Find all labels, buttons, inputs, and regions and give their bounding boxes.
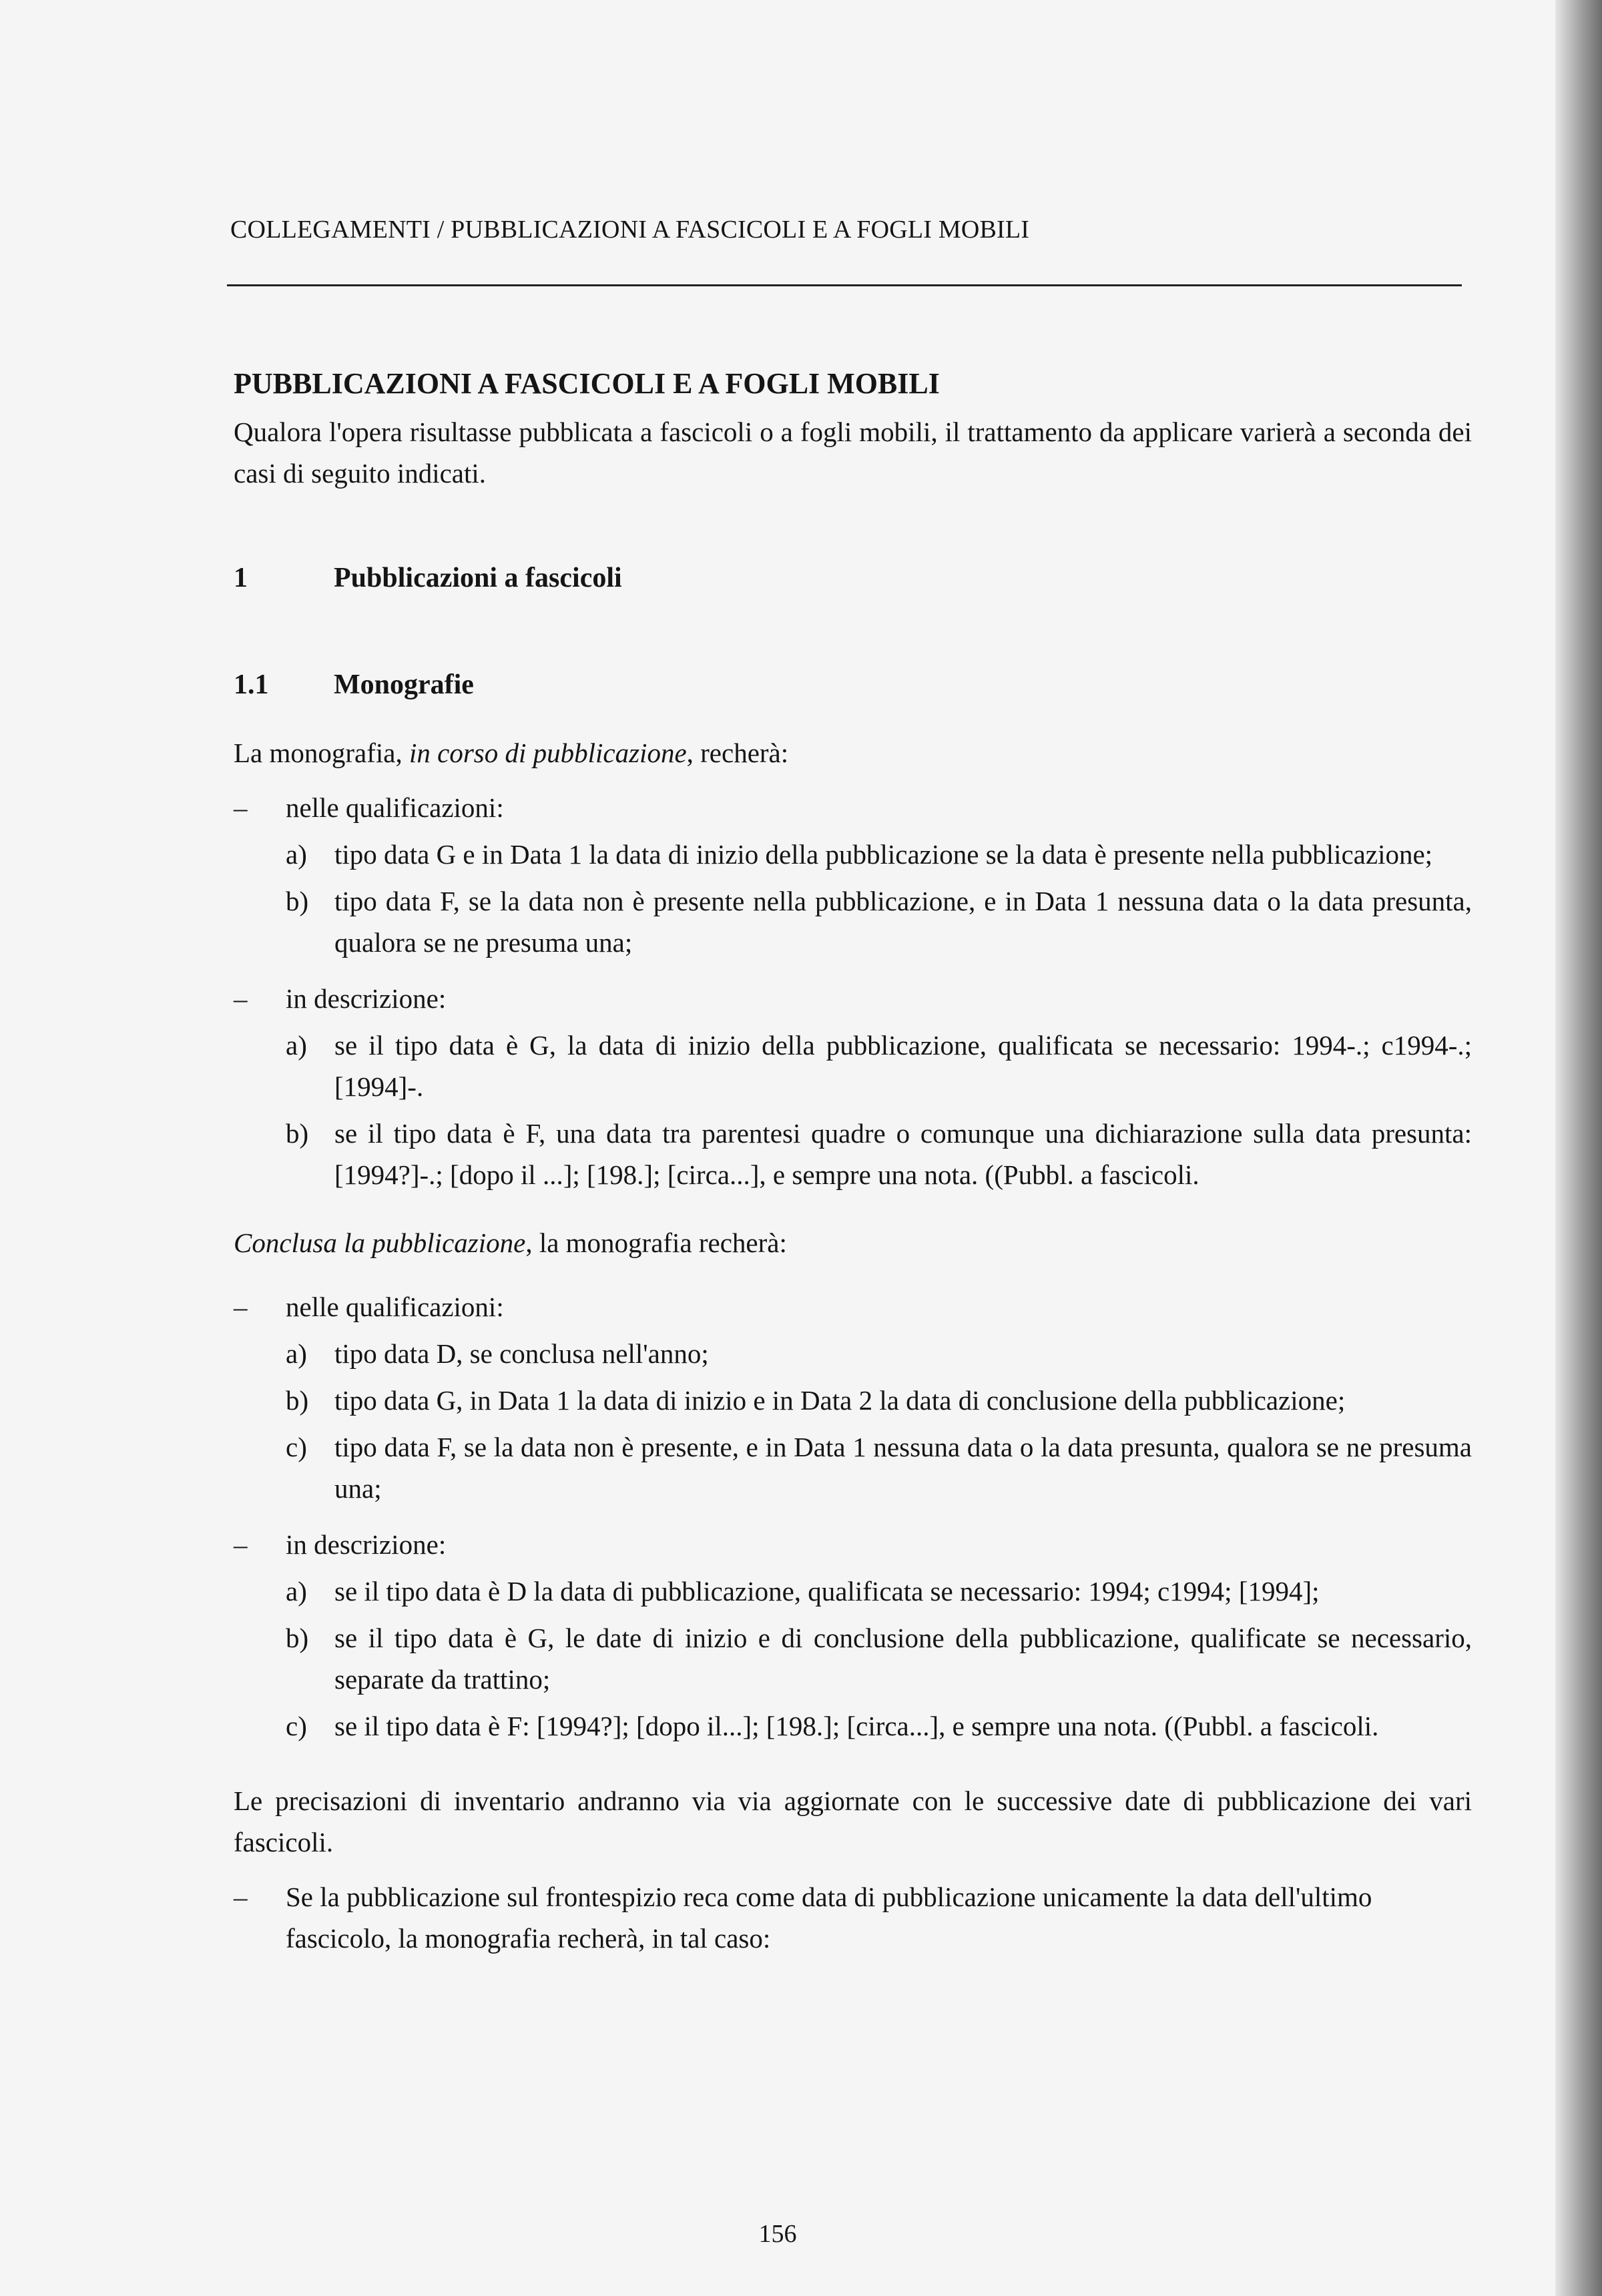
sub-item: a) se il tipo data è D la data di pubblicazione, qualificata se necessario: 1994; c1994; [1994]; <box>286 1576 1320 1607</box>
section-1-heading <box>234 557 1472 599</box>
sub-list <box>286 1333 1472 1509</box>
sub-list <box>286 834 1472 963</box>
section-title: Pubblicazioni a fascicoli <box>334 563 622 593</box>
sub-item: c) tipo data F, se la data non è presente, e in Data 1 nessuna data o la data presunta, qualora se ne presuma una; <box>286 1432 1472 1504</box>
list-label: nelle qualificazioni: <box>286 792 504 823</box>
header-rule <box>227 284 1462 286</box>
intro-paragraph: Qualora l'opera risultasse pubblicata a fascicoli o a fogli mobili, il trattamento da applicare varierà a seconda dei casi di seguito indicati. <box>234 416 1472 489</box>
sub-item: c) se il tipo data è F: [1994?]; [dopo il...]; [198.]; [circa...], e sempre una nota. ((Pubbl. a fascicoli. <box>286 1711 1379 1741</box>
sub-item: a) tipo data D, se conclusa nell'anno; <box>286 1338 709 1369</box>
page-number: 156 <box>758 2220 797 2248</box>
list-label: nelle qualificazioni: <box>286 1292 504 1322</box>
page-content <box>234 360 1472 1959</box>
sub-item: b) se il tipo data è G, le date di inizio e di conclusione della pubblicazione, qualificate se necessario, separate da trattino; <box>286 1623 1472 1695</box>
ultimo-fascicolo-text: Se la pubblicazione sul frontespizio reca come data di pubblicazione unicamente la data dell'ultimo fascicolo, la monografia recherà, in tal caso: <box>286 1882 1372 1954</box>
conclusa-intro: Conclusa la pubblicazione, la monografia recherà: <box>234 1227 787 1258</box>
running-header: COLLEGAMENTI / PUBBLICAZIONI A FASCICOLI E A FOGLI MOBILI <box>230 216 1030 244</box>
list-item: – in descrizione: <box>234 978 1472 1019</box>
in-corso-intro: La monografia, in corso di pubblicazione, recherà: <box>234 738 789 768</box>
sub-item: b) tipo data F, se la data non è presente nella pubblicazione, e in Data 1 nessuna data o la data presunta, qualora se ne presuma una; <box>286 886 1472 958</box>
sub-item: a) se il tipo data è G, la data di inizio della pubblicazione, qualificata se necessario: 1994-.; c1994-.; [1994]-. <box>286 1030 1472 1102</box>
in-corso-qualificazioni <box>234 787 1472 963</box>
list-item: – Se la pubblicazione sul frontespizio reca come data di pubblicazione unicamente la data dell'ultimo fascicolo, la monografia recherà, in tal caso: <box>234 1876 1472 1959</box>
section-1-1-heading <box>234 664 1472 705</box>
list-label: in descrizione: <box>286 983 447 1014</box>
sub-item: a) tipo data G e in Data 1 la data di inizio della pubblicazione se la data è presente nella pubblicazione; <box>286 839 1433 870</box>
sub-item: b) tipo data G, in Data 1 la data di inizio e in Data 2 la data di conclusione della pubblicazione; <box>286 1385 1346 1416</box>
sub-list <box>286 1570 1472 1747</box>
conclusa-descrizione <box>234 1524 1472 1747</box>
in-corso-descrizione <box>234 978 1472 1195</box>
section-title: Monografie <box>334 669 474 700</box>
list-item: – nelle qualificazioni: <box>234 1286 1472 1328</box>
sub-list <box>286 1025 1472 1195</box>
section-number: 1.1 <box>234 669 269 700</box>
list-label: in descrizione: <box>286 1529 447 1560</box>
list-item: – nelle qualificazioni: <box>234 787 1472 828</box>
section-number: 1 <box>234 563 248 593</box>
page-title: PUBBLICAZIONI A FASCICOLI E A FOGLI MOBILI <box>234 367 940 400</box>
conclusa-qualificazioni <box>234 1286 1472 1509</box>
sub-item: b) se il tipo data è F, una data tra parentesi quadre o comunque una dichiarazione sulla data presunta: [1994?]-.; [dopo il ...]; [198.]; [circa...], e sempre una nota. ((Pubbl. a fascicoli. <box>286 1118 1472 1190</box>
page-edge-shadow <box>1555 0 1602 2296</box>
list-item: – in descrizione: <box>234 1524 1472 1565</box>
inventario-paragraph: Le precisazioni di inventario andranno via via aggiornate con le successive date di pubblicazione dei vari fascicoli. <box>234 1785 1472 1857</box>
